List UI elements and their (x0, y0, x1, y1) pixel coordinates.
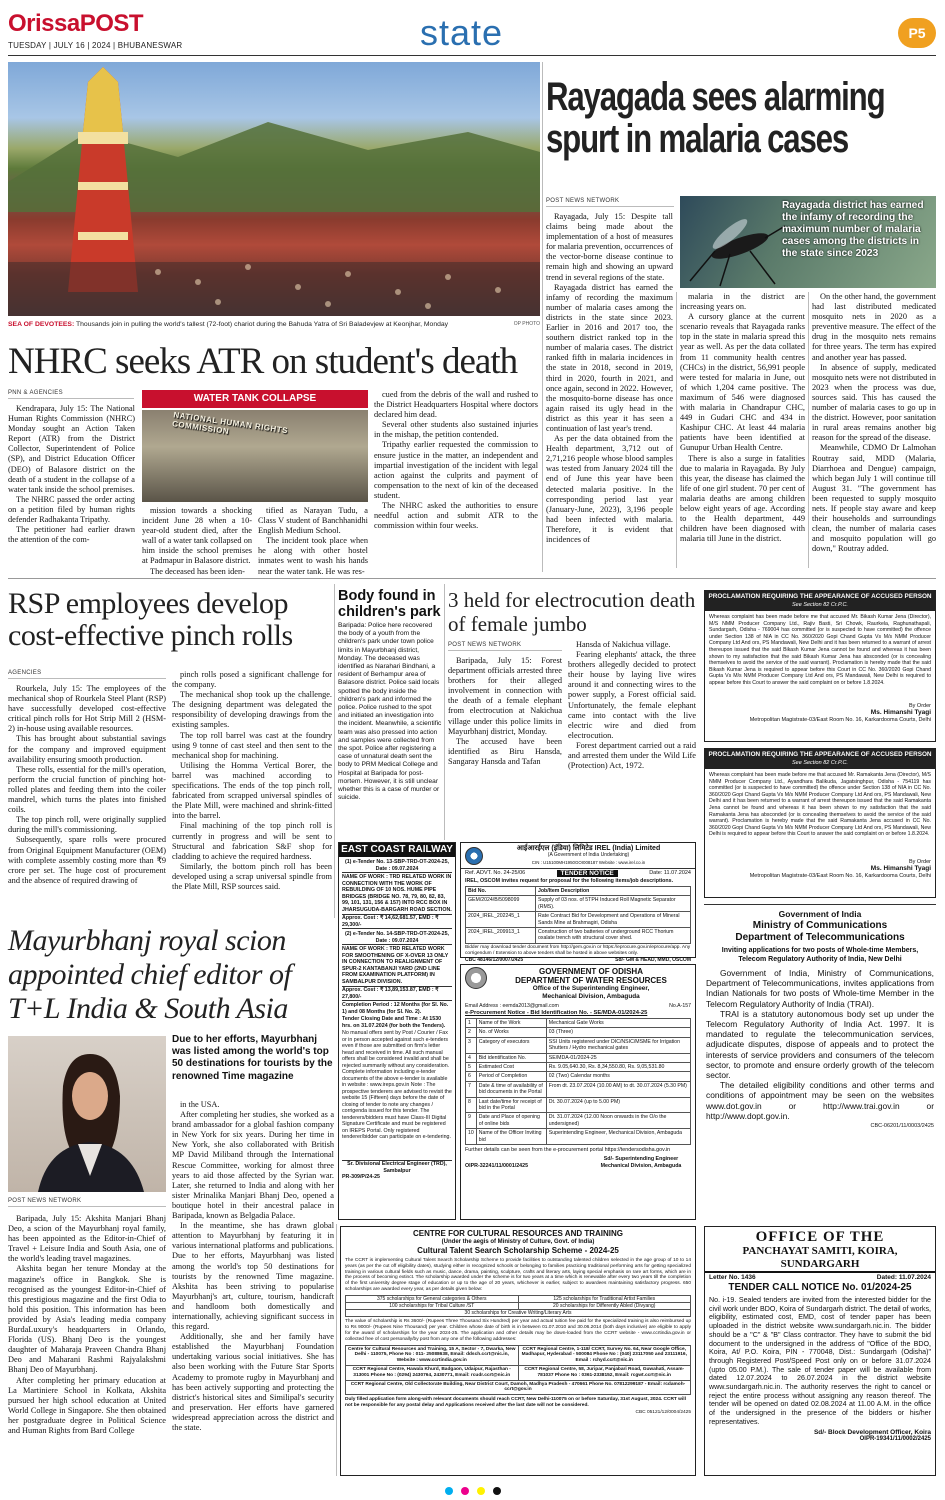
sign-office: Metropolitan Magistrate-03/East Room No. 16, Karkardooma Courts, Delhi (749, 716, 931, 723)
wr-h3: Office of the Superintending Engineer, (532, 985, 650, 992)
ccrt-s4: 20 scholarships for Differently Abled (Divyang) (553, 1302, 656, 1309)
proclamation-sub: See Section 82 Cr.P.C. (792, 760, 848, 766)
wr-email: Email Address : eemda2013@gmail.com (465, 1003, 559, 1009)
trai-h3: Department of Telecommunications (735, 932, 905, 943)
trai-para: Government of India, Ministry of Communications, Department of Telecommunications, invites applications from Indian Nationals for two posts of Whole-time Member in the Telecom Regulatory Authority of India (TRAI). (706, 968, 934, 1009)
irel-names (486, 845, 691, 866)
rsp-col1 (8, 684, 166, 916)
table-row (466, 912, 691, 928)
irel-table (465, 886, 691, 944)
nhrc-para: The deceased has been iden- (150, 566, 245, 576)
table-cell: SSI Units registered under DIC/NSIC/MSME for Irrigation Shutters / Hydro mechanical gates (546, 1037, 690, 1053)
ecr-pr: PR-309/P/24-25 (342, 1174, 380, 1180)
koira-h1: OFFICE OF THE (755, 1229, 885, 1245)
trai-body (704, 966, 936, 1123)
nhrc-para: The petitioner had earlier drawn the attention of the com- (8, 525, 135, 545)
irel-th: Job/Item Description (536, 887, 691, 896)
column-rule (336, 1224, 337, 1476)
table-cell: 2 (466, 1028, 477, 1037)
table-cell: 3 (466, 1037, 477, 1053)
table-cell: 10 (466, 1129, 477, 1145)
column-rule (444, 584, 445, 840)
table-cell: Date & time of availability of bid documents in the Portal (476, 1081, 546, 1097)
sign-name: Ms. Himanshi Tyagi (870, 708, 931, 716)
table-row (466, 896, 691, 912)
jumbo-headline: 3 held for electrocution death of female jumbo (448, 588, 696, 636)
table-row (466, 1097, 691, 1113)
scion-para: After completing her studies, she worked as a brand ambassador for a global fashion company in New York for six years. During her time in New York, she also collaborated with British MP David Miliband through the International Rescue Committee, working for almost three years to aid those affected by the Syrian war. Later, she returned to India and along with her sister Mrinalika Manjari Bhanj Deo, opened a boutique hotel in their ancestral palace in Baripada, known as Belgadia Palace. (172, 1110, 334, 1221)
ecr-sign: Sr. Divisional Electrical Engineer (TRD), Sambalpur (342, 1160, 452, 1174)
dateline: TUESDAY | JULY 16 | 2024 | BHUBANESWAR (8, 41, 183, 50)
irel-sign: Sd/- GM & HEAD, MMD, OSCOM (615, 957, 691, 964)
ccrt-header (341, 1227, 695, 1258)
wr-sign: Sd/- Superintending Engineer Mechanical Division, Ambaguda (600, 1155, 682, 1169)
nhrc-photo (142, 410, 368, 502)
cyan-dot (445, 1487, 453, 1495)
jumbo-byline: POST NEWS NETWORK (448, 642, 562, 651)
malaria-para: A cursory glance at the current scenario reveals that Rayagada ranks top in the state in malaria spread this year as well. As per the data collated from 11 community health centres (CHCs) in the district, 56,991 people were tested for malaria in June, out of which 1,204 came positive. The maximum of 546 were diagnosed with malaria in Chandrapur CHC, 449 in Gudari CHC and 434 in Kashipur CHC. At least 44 malaria patients have been identified at Gunupur Urban Health Centre. (680, 312, 805, 453)
jumbo-col1 (448, 656, 562, 836)
malaria-para: On the other hand, the government had last distributed medicated mosquito nets in 2020 as a preventive measure. The effect of the drug in the mosquito nets remains for three years. The term has expired and another year has passed. (812, 292, 936, 362)
irel-th: Bid No. (466, 887, 536, 896)
ccrt-text2: The value of scholarship is Rs 3600/- (Rupees Three Thousand Six Hundred) per year and actual tuition fee paid for the specialized training is also reimbursed up to Rs 9000/- (Rupees Nine Thousand) per year. Children whose date of birth is in between 01.07.2010 and 30.06.2014 (both days inclusive) are eligible to apply for the award of scholarships for the year 2024-25. The application and other details may be down-loaded from the CCRT website - www.ccrtindia.gov.in or collected free of cost personally/by post from any one of the following addresses: (345, 1319, 691, 1342)
ccrt-a5: CCRT Regional Centre, Old Collectorate Building, Near District Court, Damoh, Madhya Pradesh - 470661 Phone No. 07812299187 - Email: rcdamoh-ccrt@gov.in (350, 1381, 686, 1393)
table-cell: SE/MDA-01/2024-25 (546, 1053, 690, 1062)
irel-sub: (A Government of India Undertaking) (547, 852, 630, 858)
table-row (466, 1053, 691, 1062)
ecr-cost1: Approx. Cost : ₹ 14,62,681.57, EMD : ₹ 29,300/- (342, 914, 452, 929)
irel-date: Date: 11.07.2024 (649, 870, 691, 876)
caption-lead: SEA OF DEVOTEES: (8, 321, 75, 328)
wr-no: No.A-157 (669, 1003, 691, 1009)
ccrt-text: The CCRT is implementing Cultural Talent Search Scholarship Scheme to provide facilities to outstanding talented children selected in the age group of 10 to 14 years (as per the cut off eligibility dates), studying either in recognized schools or belonging to families practicing traditional performing arts for getting specialized training in various cultural fields such as music, dance, drama, painting, sculpture, crafts and literary arts, laying special emphasis on rare art forms, which are in the process of becoming extinct. The scholarship awarded under the scheme is for two years at a time which is renewable after every two years till the completion of the first university degree stage of education or up to the age of 20 years, whichever is earlier, subject to awardees maintaining satisfactory progress. 650 scholarships are awarded every year, as per details given below: (345, 1258, 691, 1292)
trai-h2: Ministry of Communications (752, 920, 888, 931)
nhrc-banner-text: WATER TANK COLLAPSE (193, 393, 317, 404)
koira-letter: Letter No. 1436 (709, 1274, 756, 1281)
ccrt-s3: 100 scholarships for Tribal Culture /ST (346, 1303, 519, 1309)
irel-header (461, 843, 695, 869)
malaria-para: There is also a surge in fatalities due to malaria in Rayagada. By July this year, the disease has claimed the life of one girl student. 70 per cent of malaria deaths are among children below eight years of age. According to the Health department, 449 children have been diagnosed with malaria till June in the district. (680, 453, 805, 544)
table-cell: Supply of 03 nos. of 5TPH Induced Roll Magnetic Separator (RMS). (536, 896, 691, 912)
ccrt-foot: Duly filled application form along-with relevant documents should reach CCRT, New Delhi-110075 on or before Saturday, 31st August, 2024. CCRT will not be responsible for any postal delay and Applications received after the last date will not be considered. (345, 1397, 686, 1408)
koira-notice: TENDER CALL NOTICE No. 01/2024-25 (728, 1282, 912, 1293)
sign-order: By Order (908, 703, 931, 709)
page-badge (898, 18, 936, 48)
ecr-tender1: (1) e-Tender No. 13-SBP-TRD-OT-2024-25, Date : 09.07.2024 (342, 859, 452, 873)
rsp-para: The top pinch roll, were originally supplied during the mill's commissioning. (8, 815, 166, 835)
ecr-tender2: (2) e-Tender No. 14-SBP-TRD-OT-2024-25, Date : 09.07.2024 (342, 931, 452, 945)
ccrt-row (346, 1296, 690, 1303)
jumbo-para: Hansda of Nakichua village. (576, 640, 671, 649)
photo-credit: OP PHOTO (513, 321, 540, 327)
ecr-closing: Tender Closing Date and Time : At 1530 hrs. on 31.07.2024 (for both the Tenders). (342, 1016, 446, 1029)
ccrt-scholarships (345, 1295, 691, 1318)
koira-h2: PANCHAYAT SAMITI, KOIRA, SUNDARGARH (705, 1245, 935, 1273)
malaria-para: As per the data obtained from the Health department, 3,712 out of 2,71,216 people whose blood samples was tested from January 2024 till the end of June this year have been detected malaria positive. In the corresponding period last year (January-June, 2023), 3,196 people had been infected with malaria. Therefore, it is evident that incidences of (546, 434, 673, 544)
proclamation-sub: See Section 82 Cr.P.C. (792, 602, 848, 608)
irel-foot: Bidder may download tender document from http://gem.gov.in or https://eprocure.gov.in/eprocure/app. Any corrigendum / Extension to above tenders shall be hosted in above websites only. (465, 944, 691, 956)
trai-header (704, 905, 936, 966)
trai-para: The detailed eligibility conditions and other terms and conditions of appointment may be seen on the websites www.dot.gov.in or http://www.trai.gov.in or http://www.dopt.gov.in. (706, 1080, 934, 1121)
koira-sign: Sd/- Block Development Officer, Koira (813, 1428, 931, 1436)
proclamation-text: Whereas complaint has been made before me that accused Mr. Ramakanta Jena (Director), M/S NMM Producer Company Ltd., Ayandhara Balikuda, Jagatsinghpur, Odisha - 754119 has committed (or is suspected to have committed) the offence under Section 138 of NIA in CC No. 360/2020 Gopi Chand Gupta Vs M/s NMM Producer Company Ltd And ors, PS Mandawali, New Delhi and it has been returned to a warrant of arrest thereupon issued that the said Ramakanta Jena cannot be found and whereas it has been shown to my satisfaction that the said Ramakanta Jena has absconded (or is concealing themselves to avoid the service of the said warrant). Proclamation is hereby made that the said Ramakanta Jena accused in CC No. 360/2020 Gopi Chand Gupta Vs M/s NMM Producer Company Ltd And ors, PS Mandawali, New Delhi is required to appear before this Court to answer the said complaint on or before 1.8.2024. (709, 772, 931, 838)
malaria-para: Rayagada district has earned the infamy of recording the maximum number of malaria cases among the districts in the state since 2023. Earlier in 2016 and 2017 too, the southern district ranked top in the number of malaria cases. The district ranked fifth in malaria incidences in the state in 2018, second in 2019, third in 2020, fourth in 2021, and once again, second in 2022. However, the mosquito-borne disease has once again raised its ugly head in the district as this year it has seen a continuation of last year's trend. (546, 282, 673, 433)
trai-ad (704, 904, 936, 1220)
registration-dots (0, 1482, 945, 1494)
nhrc-col4 (374, 390, 538, 572)
wr-h4: Mechanical Division, Ambaguda (542, 993, 640, 1000)
malaria-col1 (546, 212, 673, 568)
ecr-work2: NAME OF WORK : TRD RELATED WORK FOR SMOOTHENING OF X-OVER 13 ONLY IN CONNECTION TO REALIGNMENT OF SPUR-2 KANTABANJI YARD (2ND LINE FROM EXAMINATION PLATFORM) IN SAMBALPUR DIVISION. (342, 946, 449, 985)
caption-text: Thousands join in pulling the world's tallest (72-foot) chariot during the Bahuda Yatra of Sri Baladevjew at Keonjhar, Monday (74, 321, 449, 328)
rsp-para: Similarly, the bottom pinch roll has been developed using a scrap universal spindle from the Plate Mill, RSP sources said. (172, 861, 332, 891)
trai-cbc: CBC-06201/11/0003/2425 (870, 1123, 934, 1130)
scion-byline: POST NEWS NETWORK (8, 1198, 166, 1207)
section-title: state (420, 12, 504, 53)
scion-para: Additionally, she and her family have established the Mayurbhanj Foundation undertaking various social initiatives. She has also been working with the Future Star Sports Academy to promote rugby in Mayurbhanj and has been actively supporting and protecting the district's historical sites and Similipal's security and preservation. Her efforts have garnered widespread appreciation across the district and the state. (172, 1332, 334, 1432)
malaria-headline: Rayagada sees alarming spurt in malaria cases (546, 75, 885, 161)
rsp-headline: RSP employees develop cost-effective pinch rolls (8, 587, 293, 652)
jumbo-para: Baripada, July 15: Forest department officials arrested three brothers for their alleged involvement in connection with the death of a female elephant from electrocution at Nakichua village under this police limits in Mayurbhanj district, Monday. (448, 656, 562, 736)
rsp-para: The mechanical shop took up the challenge. The designing department was delegated the responsibility of developing drawings from the existing samples. (172, 690, 332, 730)
rsp-para: These rolls, essential for the mill's operation, perform the crucial function of pinching hot-rolled plates and feeding them into the coiler mandrel, which turns the plates into finished coils. (8, 764, 166, 815)
trai-h1: Government of India (778, 909, 862, 919)
nhrc-lead: Kendrapara, July 15: The National Human Rights Commission (NHRC) Monday sought an Action Taken Report (ATR) from the District Collector, Superintendent of Police (SP), and District Education Officer (DEO) of Balasore district on the death of a student in the collapse of a water tank inside the school premises. (8, 404, 135, 494)
table-cell: 2024_IREL_202245_1 (466, 912, 536, 928)
ecr-completion: Completion Period : 12 Months (for Sl. No. 1) and 08 Months (for Sl. No. 2). (342, 1002, 449, 1015)
table-cell: 03 (Three) (546, 1028, 690, 1037)
ccrt-a3: CCRT Regional Centre, Hawala Khurd, Badgaon, Udaipur, Rajasthan - 313001 Phone No : (0294) 2430764, 2430771, Email: rcudr.ccrt@nic.in (346, 1366, 519, 1380)
table-row (466, 1113, 691, 1129)
scion-para: Akshita began her tenure Monday at the magazine's office in Bangkok. She is recognised as the youngest Editor-in-Chief of this prestigious magazine and the first Odia to hold this position. This information has been provided by Asia's leading media company BurdaLuxury's headquarters in Orlando, Florida (US). Bhanj Deo is the youngest daughter of Maharaja Praveen Chandra Bhanj Deo and Maharani Rashmi Rajyalakshmi Bhanj Deo of Mayurbhanj. (8, 1264, 166, 1375)
koira-date: Dated: 11.07.2024 (876, 1274, 931, 1281)
ccrt-a4: CCRT Regional Centre, 58, Juripar, Panjabari Road, Guwahati, Assam-781037 Phone No : 0361-2338152, Email: rcgwt.ccrt@nic.in (524, 1366, 685, 1378)
table-cell: Name of the Work (476, 1019, 546, 1028)
nhrc-col3 (258, 506, 368, 576)
table-cell: Construction of two batteries of underground RCC Thorium oxalate trench with structural cover shed. (536, 928, 691, 944)
masthead (0, 0, 945, 60)
rsp-para: Rourkela, July 15: The employees of the mechanical shop of Rourkela Steel Plant (RSP) have successfully developed cost-effective critical pinch rolls for Hot Strip Mill 2 (HSM-2) in-house using available resources. (8, 684, 166, 734)
table-cell: From dt. 23.07.2024 (10.00 AM) to dt. 30.07.2024 (5.30 PM) (546, 1081, 690, 1097)
ecr-body (339, 857, 455, 1183)
koira-ad (704, 1226, 936, 1476)
irel-notice: TENDER NOTICE (557, 870, 618, 877)
sign-name: Ms. Himanshi Tyagi (870, 864, 931, 872)
nhrc-para: Tripathy earlier requested the commission to ensure justice in the matter, an independent and impartial investigation of the incident with legal action against the culprits and payment of compensation to the next of kin of the deceased student. (374, 440, 538, 500)
table-cell: Name of the Officer Inviting bid (476, 1129, 546, 1145)
nhrc-para: The NHRC passed the order acting on a petition filed by human rights defender Radhakanta Tripathy. (8, 494, 135, 525)
proclamation-title (705, 749, 935, 769)
malaria-byline: POST NEWS NETWORK (546, 198, 674, 207)
irel-cin: CIN : U15100MH1950GOI008187 Website : www.irel.co.in (531, 860, 646, 865)
table-row (466, 1072, 691, 1081)
wr-h1: GOVERNMENT OF ODISHA (538, 967, 643, 976)
table-cell: 02 (Two) Calendar months (546, 1072, 690, 1081)
nhrc-photo-sign: NATIONAL HUMAN RIGHTS COMMISSION (171, 410, 289, 437)
ccrt-h2: (Under the aegis of Ministry of Culture, Govt. of India) (441, 1239, 595, 1245)
column-rule (808, 292, 809, 568)
nhrc-col2 (142, 506, 252, 576)
ccrt-h3: Cultural Talent Search Scholarship Scheme - 2024-25 (417, 1246, 619, 1255)
nhrc-para: mission towards a shocking incident June 28 when a 10-year-old student died, after the wall of a water tank collapsed on him inside the school premises at Padmapur in Balasore district. (142, 506, 252, 566)
jumbo-col2 (568, 640, 696, 836)
table-cell: No. of Works (476, 1028, 546, 1037)
table-cell: Period of Completion (476, 1072, 546, 1081)
rsp-para: Subsequently, spare rolls were procured from Original Equipment Manufacturer (OEM) with complete assembly costing more than ₹9 crore per set. The huge cost of procurement and the absence of required drawing of (8, 835, 166, 885)
rsp-para: This has brought about substantial savings for the company and improved equipment availability ensuring smooth production. (8, 734, 166, 764)
table-cell: Dt. 30.07.2024 (up to 5.00 PM) (546, 1097, 690, 1113)
wr-header (461, 965, 695, 1003)
chariot-photo-art (8, 62, 540, 316)
scion-deck: Due to her efforts, Mayurbhanj was listed among the world's top 50 destinations for tourists by the renowned Time magazine (172, 1034, 333, 1082)
rsp-para: Final machining of the top pinch roll is currently in progress and will be sent to Structural and fabrication S&F shop for cladding to achieve the required hardness. (172, 821, 332, 861)
wr-titles (491, 967, 691, 1001)
table-row (466, 1037, 691, 1053)
wr-oipr: OIPR-32241/11/0001/2425 (465, 1162, 529, 1169)
table-cell: 2024_IREL_209913_1 (466, 928, 536, 944)
ccrt-a1: Centre for Cultural Resources and Training, 15 A, Sector - 7, Dwarka, New Delhi - 110075, Phone No : 011- 25088638, Email: ddsch.ccrt@nic.in, Website : www.ccrtindia.gov.in (346, 1346, 519, 1365)
irel-table-wrap (461, 885, 695, 945)
table-cell: 7 (466, 1081, 477, 1097)
logo (8, 10, 143, 38)
sign-order: By Order (908, 859, 931, 865)
ecr-ad (338, 842, 456, 1220)
table-cell: Last date/time for receipt of bid in the Portal (476, 1097, 546, 1113)
koira-meta (705, 1273, 935, 1282)
ccrt-addresses (345, 1345, 691, 1396)
nhrc-byline: PNN & AGENCIES (8, 390, 134, 399)
table-cell: Dt. 31.07.2024 (12.00 Noon onwards in the O/o the undersigned) (546, 1113, 690, 1129)
rsp-para: pinch rolls posed a significant challenge for the company. (172, 670, 332, 690)
proclamation-sign (705, 859, 935, 879)
table-cell: Rs. 9.05,640.30, Rs. 8,34,550.80, Rs. 9,05,531.80 (546, 1063, 690, 1072)
wr-bottom (461, 1155, 695, 1171)
table-cell: Superintending Engineer, Mechanical Division, Ambaguda (546, 1129, 690, 1145)
ecr-cost2: Approx. Cost : ₹ 13,89,153.87, EMD : ₹ 27,800/- (342, 986, 452, 1001)
scion-para: in the USA. (180, 1100, 220, 1109)
table-row (466, 1063, 691, 1072)
wr-foot: Further details can be seen from the e-procurement portal https://tendersodisha.gov.in (465, 1147, 671, 1154)
irel-name (486, 845, 691, 852)
section-rule (8, 578, 936, 579)
table-cell: 4 (466, 1053, 477, 1062)
wr-table-wrap (461, 1017, 695, 1146)
portrait-icon (8, 1036, 166, 1192)
wr-h2: DEPARTMENT OF WATER RESOURCES (515, 976, 667, 985)
jumbo-para: Fearing elephants' attack, the three brothers allegedly decided to protect their house by laying live wires around it and connecting wires to the power supply, a Forest official said. Unfortunately, the female elephant came into contact with the live electric wire and died from electrocution. (568, 650, 696, 740)
irel-logo-icon (465, 847, 483, 865)
malaria-col2 (680, 292, 805, 568)
column-rule (334, 584, 335, 918)
scion-para: In the meantime, she has drawn global attention to Mayurbhanj by featuring it in various international platforms and publications. Due to her efforts, Mayurbhanj was listed among the world's top 50 destinations for tourists by the renowned Time magazine. Akshita has been striving to popularise Mayurbhanj's art, culture, tourism, handicraft and handloom both domestically and internationally, achieving significant success in this regard. (172, 1221, 334, 1332)
jumbo-para: Forest department carried out a raid and arrested them under the Wild Life (Protection) Act, 1972. (568, 740, 696, 771)
ccrt-cbc: CBC 05121/12/0004/2425 (635, 1409, 691, 1415)
proclamation-ad-1 (704, 590, 936, 742)
table-row (466, 1129, 691, 1145)
nhrc-banner (142, 390, 368, 408)
proclamation-ad-2 (704, 748, 936, 898)
koira-header (705, 1227, 935, 1273)
irel-notice-row (461, 869, 695, 878)
table-cell: Date and Place of opening of online bids (476, 1113, 546, 1129)
irel-intro: IREL, OSCOM invites request for proposal for the following items/job descriptions. (465, 878, 674, 884)
irel-name-en: IREL (India) Limited (594, 845, 661, 852)
proclamation-title (705, 591, 935, 611)
wr-bid: e-Procurement Notice - Bid Identification No. - SE/MDA-01/2024-25 (465, 1010, 648, 1016)
table-cell: 1 (466, 1019, 477, 1028)
wr-table (465, 1018, 691, 1145)
table-cell: GEM/2024/B/5098099 (466, 896, 536, 912)
ccrt-s2: 125 scholarships for Traditional Artist Families (553, 1295, 656, 1302)
table-row (466, 1019, 691, 1028)
ccrt-row (346, 1346, 690, 1366)
magenta-dot (461, 1487, 469, 1495)
rsp-byline: AGENCIES (8, 670, 166, 679)
chariot-photo (8, 62, 540, 316)
nhrc-para: The incident took place when he along with other hostel inmates went to wash his hands near the water tank. He was res- (258, 536, 368, 576)
ccrt-s5: 30 scholarships for Creative Writing/Literary Arts (464, 1310, 572, 1317)
table-cell: Mechanical Gate Works (546, 1019, 690, 1028)
table-cell: 6 (466, 1072, 477, 1081)
malaria-para: malaria in the district are increasing years on. (680, 292, 805, 312)
koira-text: No. i-19. Sealed tenders are invited from the interested bidder for the civil work under BDO, Koira of Sundargarh district. The detail of works, eligibility, estimated cost, EMD, cost of tender paper has been uploaded in the district website www.sundargarh.nic.in. The bidder should be a "C" & "B" Class contractor. They have to submit the bid document to the undersigned in the address of "Office of the BDO, Koira, At/ P.O. Koira, PIN - 770048, Dist.: Sundargarh (Odisha)" through Registered Post/Speed Post only on or before 31.07.2024 (upto 05.00 P.M.). The sale of tender paper will be available from dated 12.07.2024 to 26.07.2024 in the district website www.sundargarh.nic.in. The authority reserves the right to cancel or reject the entire process without assigning any reason thereof. The tender will be opened on dated 02.08.2024 at 11.00 A.M. in the office of the undersigned in the presence of the bidders or his/her representatives. (709, 1296, 931, 1426)
proclamation-text: Whereas complaint has been made before me that accused Mr. Bikash Kumar Jena (Director), M/S NMM Producer Company Ltd., Rajiv Basti, Sri Chowk, Raurkela, Raghunathapali, Sundargarh, Odisha - 769004 has committed (or is suspected to have committed) the offence under Section 138 of NIA in CC No. 360/2020 Gopi Chand Gupta Vs M/s NMM Producer Company Ltd And ors, PS Mandawali, New Delhi and it has been returned to a warrant of arrest thereupon issued that the said Bikash Kumar Jena cannot be found and whereas it has been shown to my satisfaction that the said Bikash Kumar Jena has absconded (or is concealing themselves to avoid the service of the said warrant). Proclamation is hereby made that the said Bikash Kumar Jena is required to appear before this Court in CC No. 360/2020 Gopi Chand Gupta Vs M/s NMM Producer Company Ltd And ors, PS Mandawali, New Delhi is required to appear before this Court to answer the said complaint on or before 1.8.2024. (709, 614, 931, 686)
nhrc-para: cued from the debris of the wall and rushed to the District Headquarters Hospital where doctors declared him dead. (374, 390, 538, 420)
table-cell: Rate Contract Bid for Development and Operations of Mineral Sands Mine at Brahmagiri, Odisha (536, 912, 691, 928)
malaria-para: In absence of supply, medicated mosquito nets were not distributed in 2023 when the process was due, sources said. This has caused the number of malaria cases to go up in the district. However, poor sanitation in rural areas remains another big reason for the spread of the disease. (812, 362, 936, 443)
scion-para: Baripada, July 15: Akshita Manjari Bhanj Deo, a scion of the Mayurbhanj royal family, has been appointed as the Editor-in-Chief of Travel + Leisure India and South Asia, one of the world's leading travel magazines. (8, 1214, 166, 1264)
table-cell: 8 (466, 1097, 477, 1113)
ccrt-row (346, 1366, 690, 1381)
scion-col2 (172, 1100, 334, 1476)
ecr-title: EAST COAST RAILWAY (339, 843, 455, 857)
odisha-emblem-icon (465, 967, 487, 989)
scion-photo (8, 1036, 166, 1192)
water-resources-ad (460, 964, 696, 1220)
table-cell: Estimated Cost (476, 1063, 546, 1072)
logo-text: OrissaPOST (8, 10, 144, 37)
ccrt-a2: CCRT Regional Centre, 1-118/ CCRT, Survey No. 64, Near Google Office, Madhapur, Hyderabad - 500084 Phone No : (040) 23117050 and 23111916, Email : rchyd.ccrt@nic.in (521, 1346, 687, 1364)
table-cell: 5 (466, 1063, 477, 1072)
column-rule (676, 292, 677, 568)
malaria-para: Rayagada, July 15: Despite tall claims being made about the implementation of a host of measures for malaria prevention, occurrences of the vector-borne disease continue to remain high and showing an upward trend in several regions of the state. (546, 212, 673, 282)
ccrt-s1: 375 scholarships for General categories & Others (346, 1296, 519, 1302)
table-cell: Category of executors (476, 1037, 546, 1053)
page-number: P5 (908, 25, 926, 41)
rsp-para: The top roll barrel was cast at the foundry using 9 tonne of cast steel and then sent to the mechanical shop for machining. (172, 730, 332, 760)
scion-para: After completing her primary education at La Martiniere School in Kolkata, Akshita pursued her high school education at United World College in Singapore. She then obtained her postgraduate degree in Political Science and Human Rights from Bard College (8, 1375, 166, 1435)
proclamation-title-text: PROCLAMATION REQUIRING THE APPEARANCE OF ACCUSED PERSON (708, 751, 932, 758)
table-row (466, 1028, 691, 1037)
ccrt-row (346, 1303, 690, 1310)
table-row (466, 928, 691, 944)
sign-office: Metropolitan Magistrate-03/East Room No. 16, Karkardooma Courts, Delhi (749, 872, 931, 879)
ccrt-ad (340, 1226, 696, 1476)
nhrc-headline: NHRC seeks ATR on student's death (8, 341, 518, 382)
table-row (466, 1081, 691, 1097)
photo-caption (8, 320, 540, 329)
masthead-rule (8, 55, 936, 56)
table-cell: Bid identification No. (476, 1053, 546, 1062)
trai-h4: Inviting applications for two posts of Whole-time Members, Telecom Regulatory Authority of India, New Delhi (721, 947, 919, 963)
nhrc-para: The NHRC asked the authorities to ensure needful action and submit ATR to the commission within four weeks. (374, 501, 538, 531)
ecr-work1: NAME OF WORK : TRD RELATED WORK IN CONNECTION WITH THE WORK OF REBUILDING OF 10 NOS. HUME PIPE BRIDGES (BRIDGE NO. 78, 79, 80, 82, 83, 99, 101, 131, 156 & 157) INTO RCC BOX IN JHARSUGUDA-BARGARH ROAD SECTION. (342, 874, 452, 913)
irel-ad (460, 842, 696, 964)
malaria-col3 (812, 292, 936, 568)
rsp-para: Utilising the Homma Vertical Borer, the barrel was machined according to specifications. The ends of the top pinch roll, fabricated from scrapped universal spindles of the Plate Mill, were machined and shrink-fitted into the barrel. (172, 760, 332, 821)
irel-cbc: CBC 48146/12/0007/2425 (465, 957, 524, 964)
proclamation-sign (705, 703, 935, 723)
ccrt-h1: CENTRE FOR CULTURAL RESOURCES AND TRAINING (412, 1229, 624, 1238)
proclamation-title-text: PROCLAMATION REQUIRING THE APPEARANCE OF ACCUSED PERSON (708, 593, 932, 600)
irel-ref: Ref. ADVT. No. 24-25/06 (465, 870, 526, 876)
scion-headline: Mayurbhanj royal scion appointed chief editor of T+L India & South Asia (8, 924, 292, 1025)
table-cell: 9 (466, 1113, 477, 1129)
malaria-para: Meanwhile, CDMO Dr Lalmohan Routray said, MDD (Malaria, Diarrhoea and Dengue) campaign, which began July 1 will continue till August 31. "The government has been requested to supply mosquito nets. If people stay aware and keep their households and surroundings clean, the number of malaria cases and mosquito population will go down," Routray added. (812, 443, 936, 554)
nhrc-para: Several other students also sustained injuries in the mishap, the petition contended. (374, 420, 538, 440)
ecr-text: No manual offers sent by Post / Courier / Fax or in person accepted against such e-tenders even if those are submitted on firm's letter head and received in time. All such manual offers shall be considered invalid and shall be rejected summarily without any consideration. Complete information including e-tender documents of the above e-tender is available in website : www.ireps.gov.in Note : The prospective tenderers are advised to revisit the website 15 (Fifteen) days before the date of closing of tender to note any changes / corrigenda issued for this tender. The tenderers/bidders must have Class-III Digital Signature Certificate and must be registered on IREPS Portal. Only registered tenderer/bidder can participate on e-tendering. (342, 1030, 452, 1140)
body-headline: Body found in children's park (338, 588, 441, 620)
nhrc-col1 (8, 404, 135, 570)
jumbo-para: The accused have been identified as Biru Hansda, Sangaray Hansda and Tafan (448, 736, 562, 766)
black-dot (493, 1487, 501, 1495)
yellow-dot (477, 1487, 485, 1495)
irel-table-header (466, 887, 691, 896)
malaria-callout: Rayagada district has earned the infamy of recording the maximum number of malaria cases among the districts in the state since 2023 (782, 200, 924, 259)
trai-para: TRAI is a statutory autonomous body set up under the Telecom Regulatory Authority of India Act. 1997. It is mandated to regulate the telecommunication services, adjudicate disputes, dispose of appeals and to protect the interests of service providers and consumers of the telecom sector, to promote and ensure orderly growth of the telecom sector. (706, 1008, 934, 1081)
nhrc-para (8, 404, 135, 495)
body-text: Baripada: Police here recovered the body of a youth from the children's park under town police limits in Mayurbhanj district, Monday. The deceased was identified as Narahari Bindhani, a resident of Berhampur area of Balasore district. Police said locals spotted the body inside the children's park and informed the police. Police rushed to the spot and initiated an investigation into the incident. Meanwhile, a scientific team was also pressed into action and samples were collected from the spot. Police after registering a case of unnatural death sent the body to PRM Medical College and Hospital at Baripada for post-mortem. However, it is still unclear whether this is a case of murder or suicide. (338, 622, 442, 802)
nhrc-para: tified as Narayan Tudu, a Class V student of Banchhanidhi English Medium School. (258, 506, 368, 536)
koira-oipr: OIPR-19341/11/0002/2425 (859, 1435, 931, 1442)
scion-col1 (8, 1214, 166, 1476)
column-rule (542, 62, 543, 572)
rsp-col2 (172, 670, 332, 916)
wr-meta (461, 1003, 695, 1010)
irel-name-hi: आईआरईएल (इंडिया) लिमिटेड (516, 845, 593, 852)
